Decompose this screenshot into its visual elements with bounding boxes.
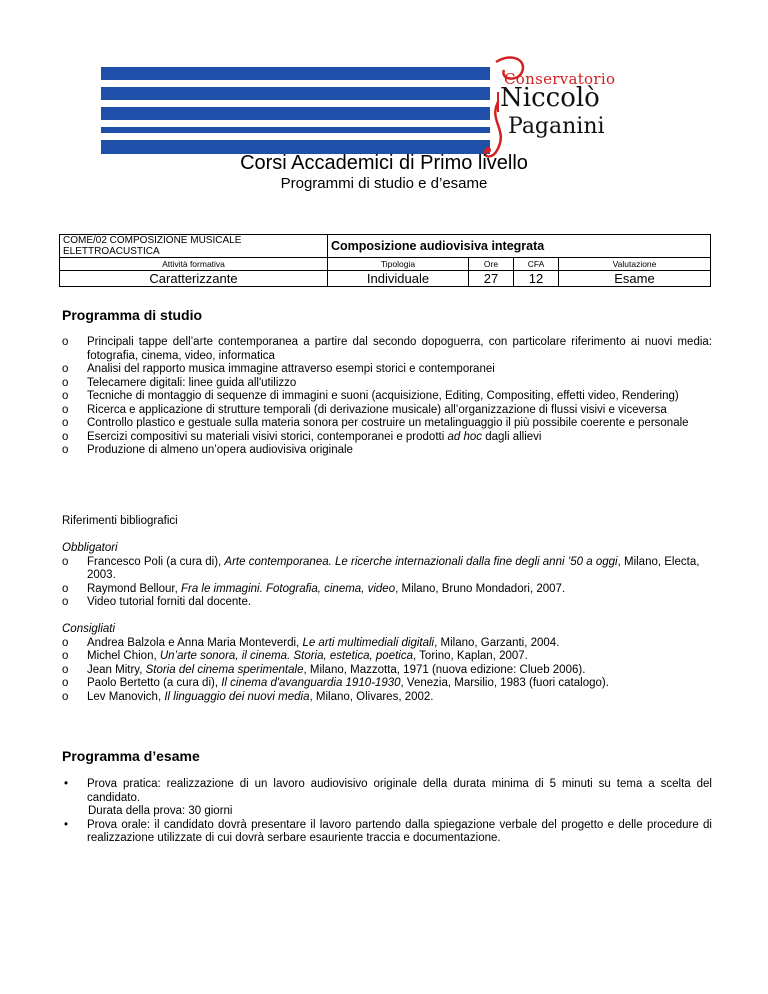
list-item: o Lev Manovich, Il linguaggio dei nuovi media, Milano, Olivares, 2002. — [62, 690, 434, 703]
value-tipologia: Individuale — [328, 271, 469, 287]
course-code: COME/02 COMPOSIZIONE MUSICALE ELETTROACUSTICA — [60, 235, 328, 258]
page-title: Corsi Accademici di Primo livello — [240, 152, 528, 174]
list-item: o Jean Mitry, Storia del cinema sperimentale, Milano, Mazzotta, 1971 (nuova edizione: Clueb 2006). — [62, 663, 586, 676]
list-item: o Produzione di almeno un’opera audiovisiva originale — [62, 444, 353, 456]
list-item: o Analisi del rapporto musica immagine attraverso esempi storici e contemporanei — [62, 363, 495, 375]
value-valutazione: Esame — [559, 271, 711, 287]
obbligatori-block — [62, 542, 712, 610]
course-name: Composizione audiovisiva integrata — [328, 235, 711, 258]
list-item: o Ricerca e applicazione di strutture temporali (di derivazione musicale) all’organizzazione di flussi visivi e viceversa — [62, 403, 667, 416]
conservatorio-logo — [482, 52, 682, 162]
list-item: o Controllo plastico e gestuale sulla materia sonora per costruire un metalinguaggio il più possibile coerente e personale — [62, 417, 689, 429]
section-heading-programma-studio: Programma di studio — [62, 307, 203, 323]
value-attivita: Caratterizzante — [60, 271, 328, 287]
page-subtitle: Programmi di studio e d’esame — [280, 175, 488, 192]
logo-text-conservatorio: Conservatorio — [504, 70, 616, 88]
list-item: o Video tutorial forniti dal docente. — [62, 596, 252, 608]
list-item: o Tecniche di montaggio di sequenze di immagini e suoni (acquisizione, Editing, Compositing, effetti video, Rendering) — [62, 390, 679, 402]
label-ore: Ore — [469, 258, 514, 271]
list-item: o Raymond Bellour, Fra le immagini. Fotografia, cinema, video, Milano, Bruno Mondadori, 2007. — [62, 582, 566, 595]
list-item: o Andrea Balzola e Anna Maria Monteverdi, Le arti multimediali digitali, Milano, Garzanti, 2004. — [62, 636, 560, 649]
label-tipologia: Tipologia — [328, 258, 469, 271]
logo-text-paganini: Paganini — [508, 114, 605, 139]
programma-esame-list — [62, 778, 712, 846]
list-item: • Prova orale: il candidato dovrà presentare il lavoro partendo dalla spiegazione verbale del progetto e delle procedure di realizzazione utilizzate di cui dovrà serbare esauriente traccia e documentazione. — [64, 818, 712, 844]
riferimenti-heading: Riferimenti bibliografici — [62, 515, 178, 527]
header-stripes — [101, 67, 490, 161]
value-cfa: 12 — [514, 271, 559, 287]
list-item: o Esercizi compositivi su materiali visivi storici, contemporanei e prodotti ad hoc dagli allievi — [62, 430, 542, 443]
logo-text-niccolo: Niccolò — [500, 83, 600, 113]
section-heading-programma-esame: Programma d’esame — [62, 748, 200, 764]
list-item: o Telecamere digitali: linee guida all'utilizzo — [62, 376, 297, 389]
consigliati-label: Consigliati — [62, 623, 116, 635]
consigliati-block — [62, 623, 712, 704]
list-item: o Principali tappe dell’arte contemporanea a partire dal secondo dopoguerra, con particolare riferimento ai nuovi media: fotografia, cinema, video, informatica — [62, 336, 712, 362]
label-attivita: Attività formativa — [60, 258, 328, 271]
programma-studio-list — [62, 336, 712, 458]
value-ore: 27 — [469, 271, 514, 287]
obbligatori-label: Obbligatori — [62, 542, 118, 554]
header-stripe — [101, 107, 490, 120]
header-stripe — [101, 67, 490, 80]
list-item: o Francesco Poli (a cura di), Arte contemporanea. Le ricerche internazionali dalla fine degli anni ’50 a oggi, Milano, Electa, 2003. — [62, 555, 700, 581]
list-item: o Michel Chion, Un’arte sonora, il cinema. Storia, estetica, poetica, Torino, Kaplan, 2007. — [62, 650, 528, 662]
label-valutazione: Valutazione — [559, 258, 711, 271]
course-table — [59, 234, 711, 287]
list-item: o Paolo Bertetto (a cura di), Il cinema d'avanguardia 1910-1930, Venezia, Marsilio, 1983 (fuori catalogo). — [62, 677, 609, 689]
list-item: • Prova pratica: realizzazione di un lavoro audiovisivo originale della durata minima di 5 minuti su tema a scelta del candidato. Durata della prova: 30 giorni — [64, 778, 712, 817]
label-cfa: CFA — [514, 258, 559, 271]
header-stripe — [101, 87, 490, 100]
header-stripe — [101, 127, 490, 133]
